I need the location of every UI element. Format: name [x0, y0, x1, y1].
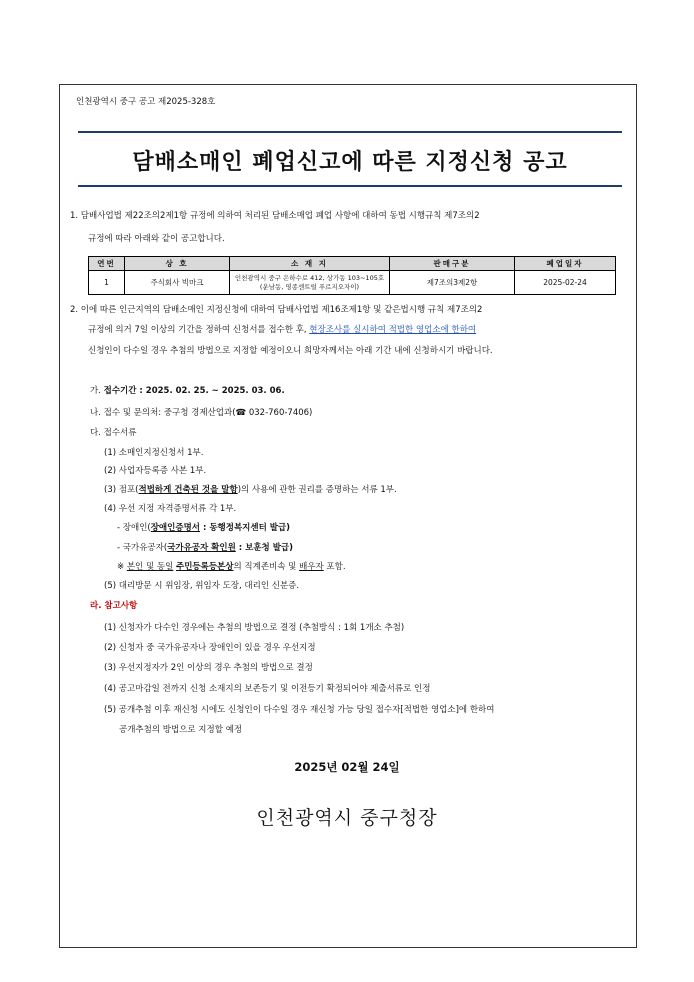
contact-info: 나. 접수 및 문의처: 중구청 경제산업과(☎ 032-760-7406) [90, 408, 313, 418]
note-resident-register: 주민등록등본상 [176, 562, 234, 572]
title-rule-top [78, 131, 622, 133]
disabled-issuer: : 동행정복지센터 발급) [200, 523, 291, 533]
section1-line1: 1. 담배사업법 제22조의2제1항 규정에 의하여 처리된 담배소매업 폐업 사항에 대하여 동법 시행규칙 제7조의2 [70, 211, 480, 221]
table-row [89, 271, 616, 295]
cell-date: 2025-02-24 [515, 271, 616, 295]
section2-line2-text: 규정에 의거 7일 이상의 기간을 정하여 신청서를 접수한 후, [88, 325, 310, 335]
doc-item-3-post: )의 사용에 관한 권리를 증명하는 서류 1부. [237, 485, 397, 495]
reception-period-text: 접수기간 : 2025. 02. 25. ~ 2025. 03. 06. [103, 386, 285, 396]
cell-no: 1 [89, 271, 125, 295]
col-header-no: 연번 [89, 257, 125, 271]
cell-name: 주식회사 빅마크 [125, 271, 230, 295]
col-header-address: 소 재 지 [230, 257, 390, 271]
notice-date: 2025년 02월 24일 [294, 760, 400, 774]
veteran-pre: - 국가유공자( [117, 543, 168, 553]
doc-item-4-disabled [117, 524, 290, 533]
notice-number: 인천광역시 중구 공고 제2025-328호 [76, 97, 216, 107]
ref-item-5-line1: (5) 공개추첨 이후 재신청 시에도 신청인이 다수일 경우 재신청 가능 당일 접수자[적법한 영업소]에 한하여 [104, 705, 495, 715]
doc-item-4-note [117, 563, 346, 572]
veteran-issuer: : 보훈청 발급) [235, 543, 294, 553]
doc-item-4-veteran [117, 544, 293, 553]
issuer-name: 인천광역시 중구청장 [256, 807, 438, 829]
ref-item-2: (2) 신청자 중 국가유공자나 장애인이 있을 경우 우선지정 [104, 643, 316, 653]
doc-item-5: (5) 대리방문 시 위임장, 위임자 도장, 대리인 신분증. [104, 581, 300, 591]
cell-address [230, 271, 390, 295]
site-inspection-link[interactable]: 현장조사를 실시하여 적법한 영업소에 한하여 [309, 325, 477, 335]
reference-heading: 라. 참고사항 [90, 601, 138, 611]
documents-heading: 다. 접수서류 [90, 428, 137, 438]
note-spouse: 배우자 [299, 562, 324, 572]
ref-item-3: (3) 우선지정자가 2인 이상의 경우 추첨의 방법으로 결정 [104, 663, 313, 673]
ref-item-1: (1) 신청자가 다수인 경우에는 추첨의 방법으로 결정 (추첨방식 : 1회 1개소 추첨) [104, 623, 405, 633]
section2-line2 [88, 326, 476, 335]
doc-item-3 [104, 486, 397, 495]
reception-period [90, 387, 285, 396]
title-rule-bottom [78, 185, 622, 187]
doc-item-1: (1) 소매인지정신청서 1부. [104, 448, 204, 458]
col-header-type: 판매구분 [390, 257, 515, 271]
section2-line1: 2. 이에 따른 인근지역의 담배소매인 지정신청에 대하여 담배사업법 제16조제1항 및 같은법시행 규칙 제7조의2 [70, 305, 483, 315]
table-header-row [89, 257, 616, 271]
cell-address-line1: 인천광역시 중구 은하수로 412, 상가동 103~105호 [234, 274, 385, 283]
section1-line2: 규정에 따라 아래와 같이 공고합니다. [88, 234, 225, 244]
doc-item-3-pre: (3) 점포( [104, 485, 139, 495]
reception-period-prefix: 가. [90, 386, 104, 396]
ref-item-5-line2: 공개추첨의 방법으로 지정할 예정 [119, 725, 243, 735]
section2-line3: 신청인이 다수일 경우 추첨의 방법으로 지정할 예정이오니 희망자께서는 아래 기간 내에 신청하시기 바랍니다. [88, 346, 493, 356]
col-header-name: 상 호 [125, 257, 230, 271]
ref-item-4: (4) 공고마감일 전까지 신청 소재지의 보존등기 및 이전등기 확정되어야 제출서류로 인정 [104, 684, 431, 694]
note-mid: 의 직계존비속 및 [233, 562, 300, 572]
disabled-pre: - 장애인( [117, 523, 151, 533]
cell-type: 제7조의3제2항 [390, 271, 515, 295]
disabled-certificate: 장애인증명서 [150, 523, 200, 533]
veteran-certificate: 국가유공자 확인원 [167, 543, 236, 553]
cell-address-line2: (운남동, 영종센트럴 푸르지오자이) [259, 282, 360, 291]
doc-item-3-emphasis: 적법하게 건축된 것을 말함 [138, 485, 238, 495]
note-pre: ※ [117, 562, 127, 572]
note-self-same: 본인 및 동일 [126, 562, 174, 572]
closure-table [88, 256, 616, 295]
col-header-date: 폐업일자 [515, 257, 616, 271]
doc-item-4: (4) 우선 지정 자격증명서류 각 1부. [104, 504, 237, 514]
note-post: 포함. [323, 562, 346, 572]
page-title: 담배소매인 폐업신고에 따른 지정신청 공고 [132, 150, 568, 175]
doc-item-2: (2) 사업자등록증 사본 1부. [104, 466, 207, 476]
